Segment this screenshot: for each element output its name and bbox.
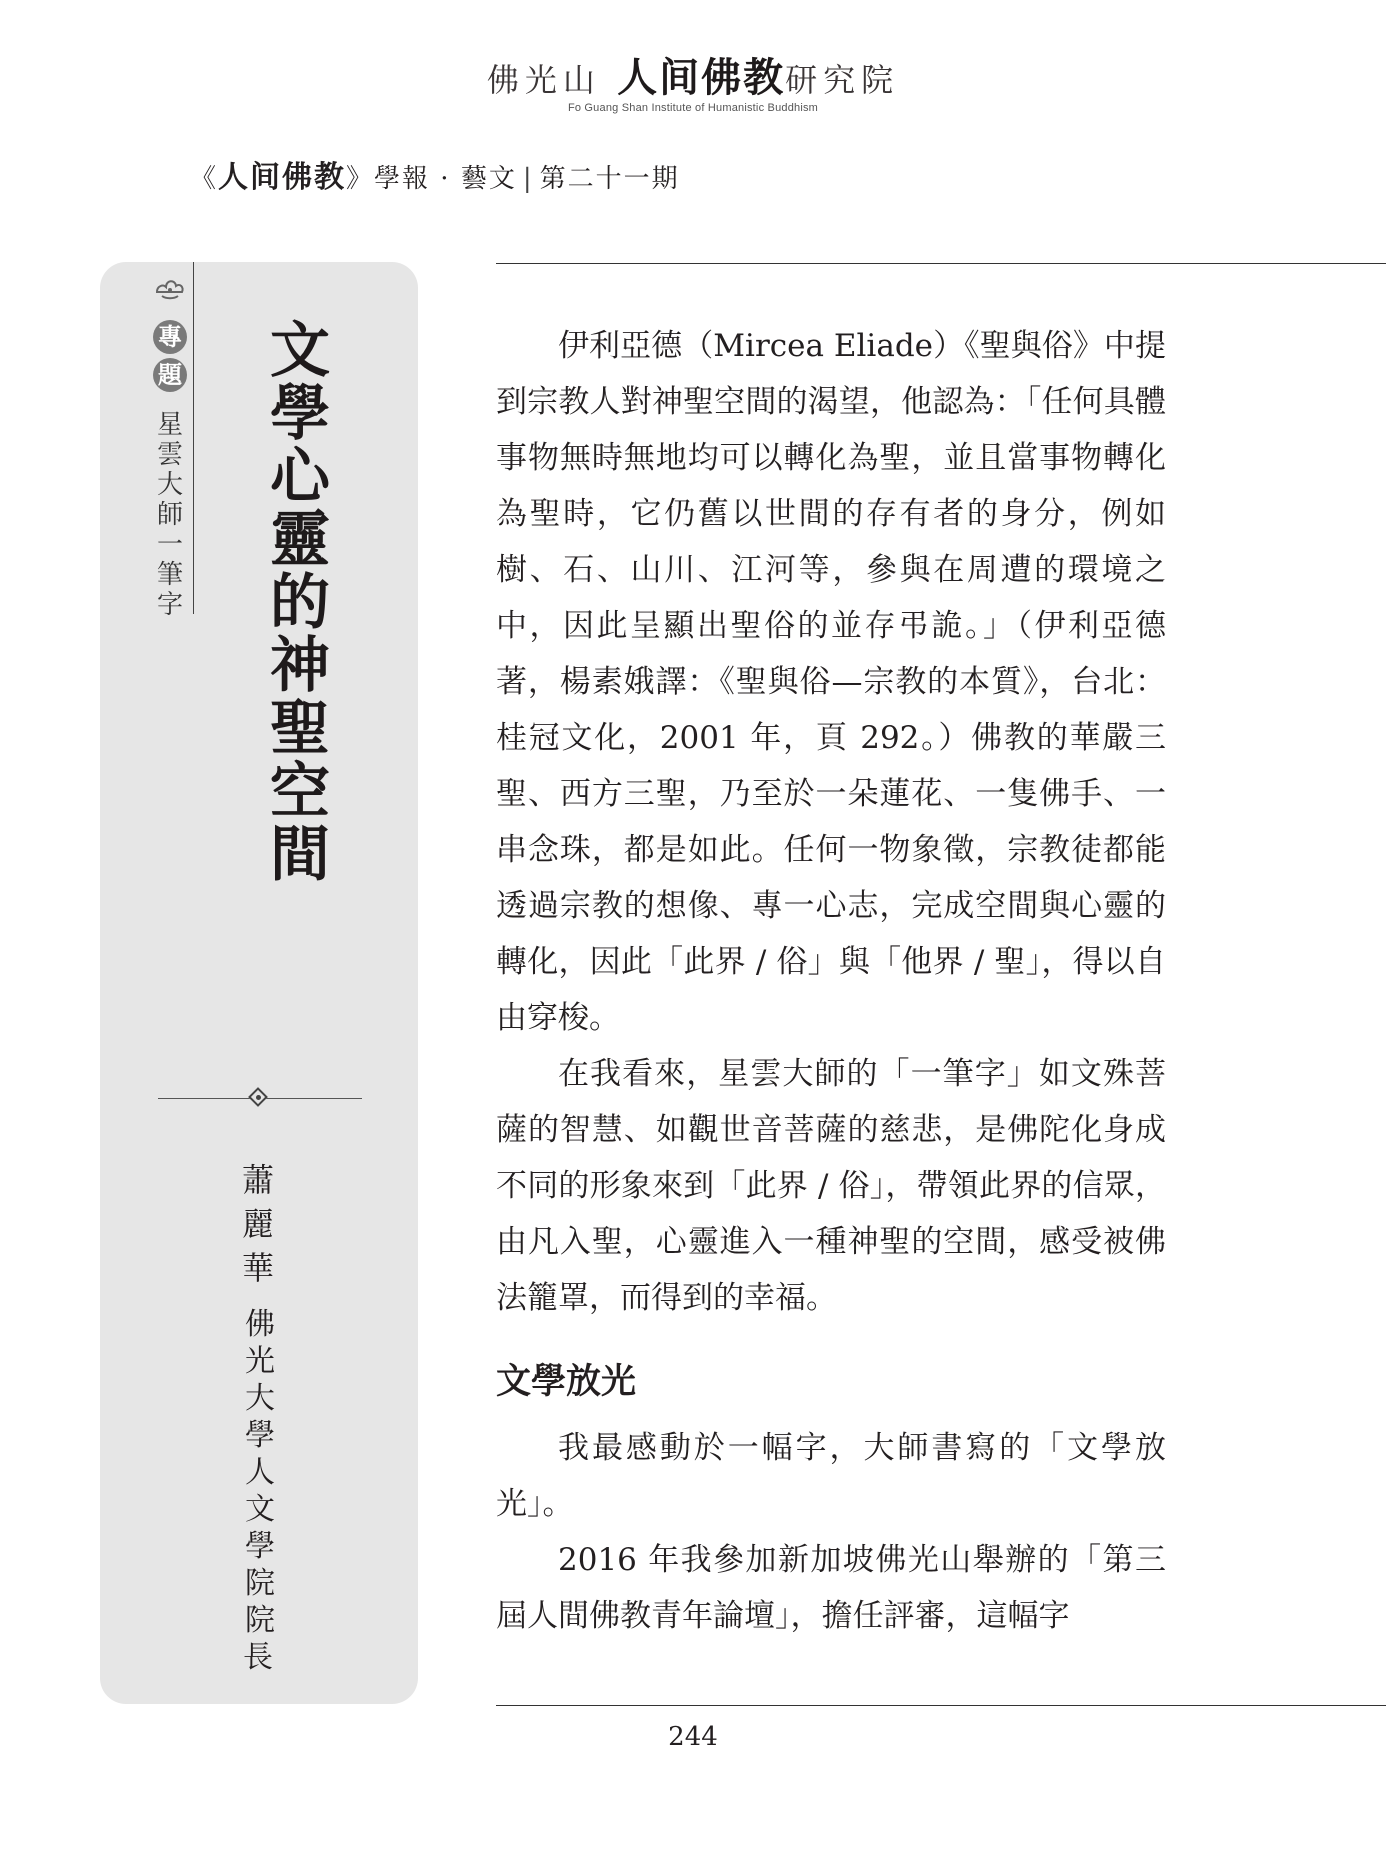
panel-divider-line	[193, 262, 194, 614]
institute-english-name: Fo Guang Shan Institute of Humanistic Buddhism	[567, 102, 819, 114]
journal-name-logo: 人间佛教	[218, 160, 347, 195]
journal-separator: |	[522, 164, 534, 194]
author-name: 蕭麗華	[241, 1161, 274, 1287]
institute-header	[0, 54, 1386, 114]
journal-open-bracket: 《	[190, 164, 219, 194]
ornament-line-right	[266, 1098, 362, 1099]
topic-badge-2: 題	[153, 358, 187, 392]
ornament-line-left	[158, 1098, 250, 1099]
paragraph-1: 伊利亞德（Mircea Eliade）《聖與俗》中提到宗教人對神聖空間的渴望，他認為：「任何具體事物無時無地均可以轉化為聖，並且當事物轉化為聖時，它仍舊以世間的存有者的身分，例如樹、石、山川、江河等，參與在周遭的環境之中，因此呈顯出聖俗的並存弔詭。」（伊利亞德著，楊素娥譯：《聖與俗—宗教的本質》，台北：桂冠文化，2001 年，頁 292。）佛教的華嚴三聖、西方三聖，乃至於一朵蓮花、一隻佛手、一串念珠，都是如此。任何一物象徵，宗教徒都能透過宗教的想像、專一心志，完成空間與心靈的轉化，因此「此界 / 俗」與「他界 / 聖」，得以自由穿梭。	[496, 328, 1166, 1036]
page-number: 244	[668, 1722, 718, 1752]
section-heading: 文學放光	[496, 1361, 637, 1402]
series-label: 星雲大師一筆字	[156, 410, 183, 620]
paragraph-3: 我最感動於一幅字，大師書寫的「文學放光」。	[496, 1430, 1166, 1522]
ornament-dot-icon	[256, 1095, 261, 1100]
paragraph-4: 2016 年我參加新加坡佛光山舉辦的「第三屆人間佛教青年論壇」，擔任評審，這幅字	[496, 1542, 1166, 1634]
institute-name-post: 研究院	[785, 61, 900, 99]
bottom-rule	[496, 1705, 1386, 1706]
paragraph-2: 在我看來，星雲大師的「一筆字」如文殊菩薩的智慧、如觀世音菩薩的慈悲，是佛陀化身成不同的形象來到「此界 / 俗」，帶領此界的信眾，由凡入聖，心靈進入一種神聖的空間，感受被佛法籠罩，而得到的幸福。	[496, 1056, 1166, 1316]
article-body	[496, 318, 1166, 1644]
author-affiliation-tail: 長	[243, 1640, 273, 1675]
author-affiliation: 佛光大學人文學院院	[245, 1307, 275, 1638]
journal-running-head	[190, 160, 680, 197]
article-title: 文學心靈的神聖空間	[270, 316, 330, 890]
journal-close-bracket: 》	[346, 164, 375, 194]
top-rule	[496, 263, 1386, 264]
journal-section: 學報 · 藝文	[374, 164, 517, 194]
journal-issue: 第二十一期	[539, 164, 680, 194]
institute-brand-logo: 人间佛教	[617, 54, 786, 101]
institute-name-pre: 佛光山	[486, 61, 601, 99]
topic-badge-1: 專	[153, 320, 187, 354]
institute-name	[0, 54, 1386, 101]
cloud-emblem-icon	[153, 270, 187, 304]
